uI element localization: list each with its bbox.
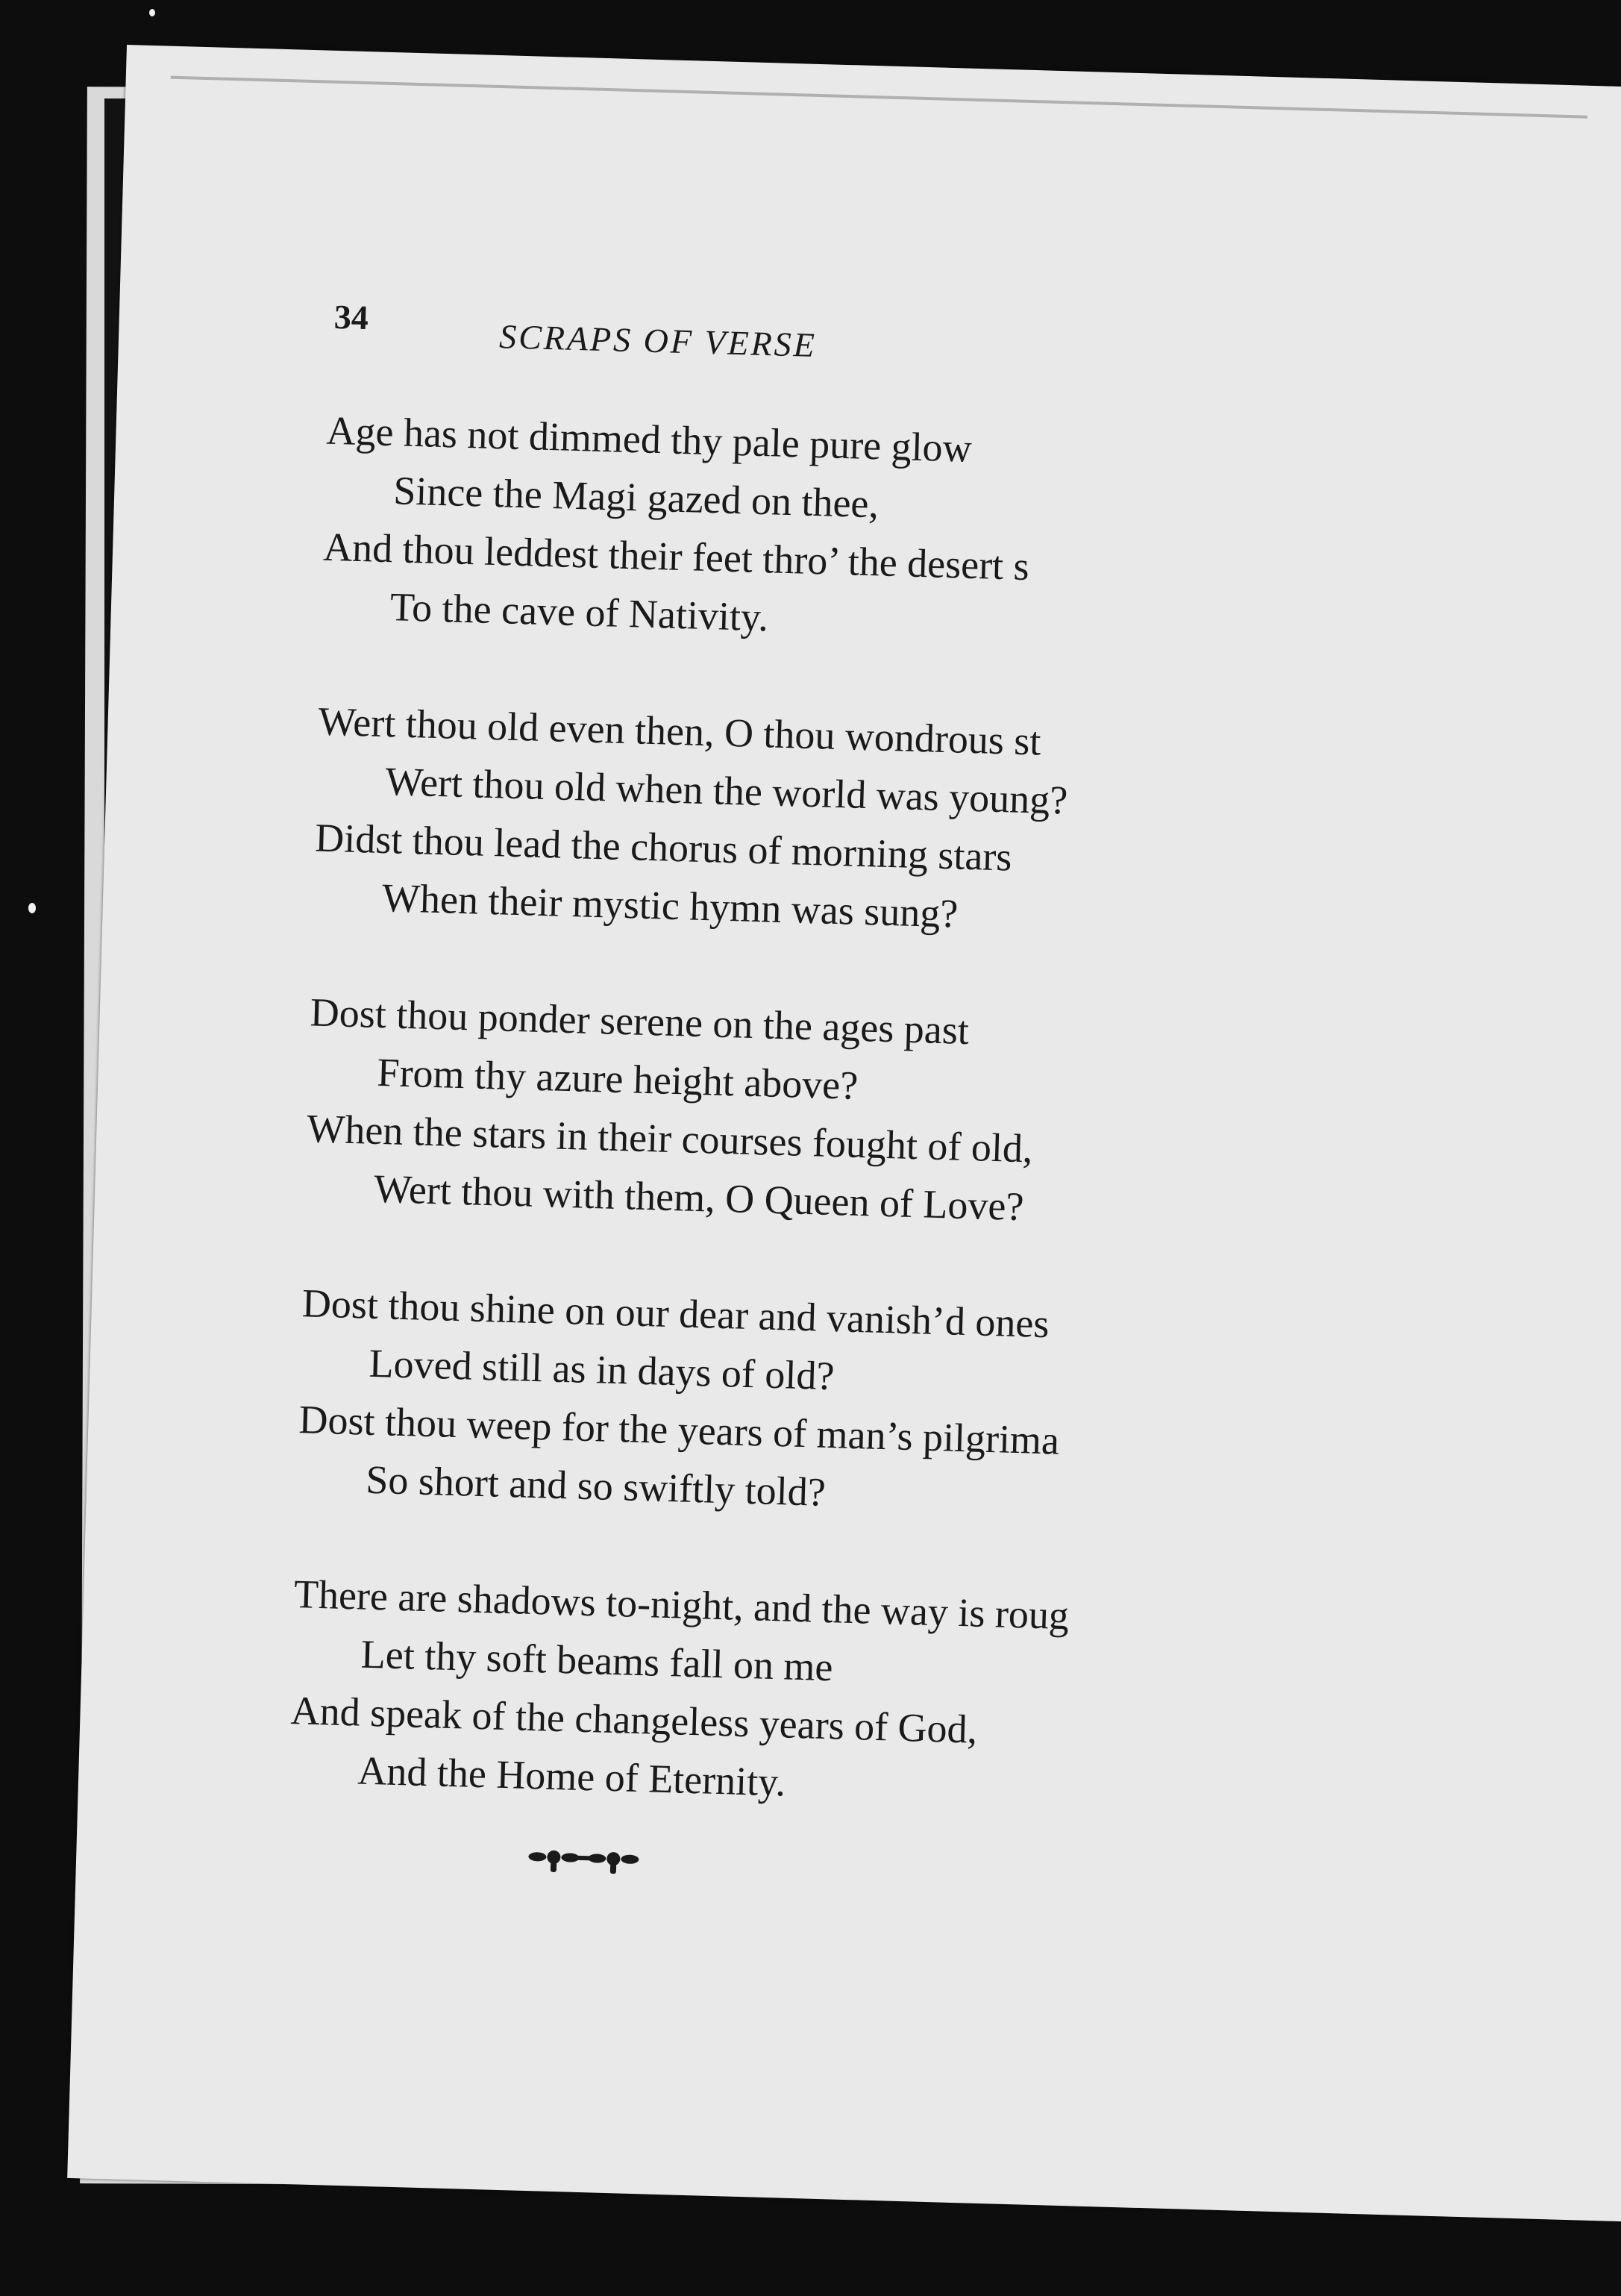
stanza <box>313 692 1621 963</box>
stanza <box>304 983 1621 1253</box>
poem-line: To the cave of Nativity. <box>389 584 769 640</box>
page-edge-line <box>171 76 1587 119</box>
poem-line: Age has not dimmed thy pale pure glow <box>325 407 973 471</box>
poem-line: And speak of the changeless years of God, <box>289 1688 978 1752</box>
poem-line: When the stars in their courses fought of old, <box>306 1106 1034 1172</box>
poem-line: From thy azure height above? <box>376 1049 859 1108</box>
stanza <box>288 1565 1621 1835</box>
poem-line: Dost thou weep for the years of man’s pilgrima <box>298 1397 1060 1463</box>
poem-line: Wert thou with them, O Queen of Love? <box>373 1166 1025 1230</box>
dust-speck <box>149 9 155 16</box>
poem <box>286 401 1621 1893</box>
poem-line: Wert thou old when the world was young? <box>384 759 1069 823</box>
poem-line: Didst thou lead the chorus of morning stars <box>314 815 1013 880</box>
poem-line: When their mystic hymn was sung? <box>381 875 959 936</box>
book-page <box>67 45 1621 2223</box>
page-number: 34 <box>333 297 369 337</box>
fleuron-ornament-icon <box>524 1840 644 1880</box>
poem-line: Wert thou old even then, O thou wondrous st <box>317 698 1042 764</box>
stanza <box>296 1274 1621 1544</box>
poem-line: And thou leddest their feet thro’ the desert s <box>322 524 1030 589</box>
running-head-title: SCRAPS OF VERSE <box>498 317 818 364</box>
poem-line: Dost thou shine on our dear and vanish’d ones <box>301 1280 1050 1347</box>
dust-speck <box>28 903 36 913</box>
poem-line: Let thy soft beams fall on me <box>360 1631 834 1690</box>
poem-line: Since the Magi gazed on thee, <box>392 468 880 527</box>
stanza <box>321 401 1621 672</box>
poem-line: And the Home of Eternity. <box>357 1748 787 1805</box>
poem-line: Loved still as in days of old? <box>368 1340 835 1399</box>
poem-line: Dost thou ponder serene on the ages past <box>310 989 970 1054</box>
poem-line: There are shadows to-night, and the way is roug <box>293 1571 1070 1639</box>
poem-line: So short and so swiftly told? <box>365 1457 827 1515</box>
